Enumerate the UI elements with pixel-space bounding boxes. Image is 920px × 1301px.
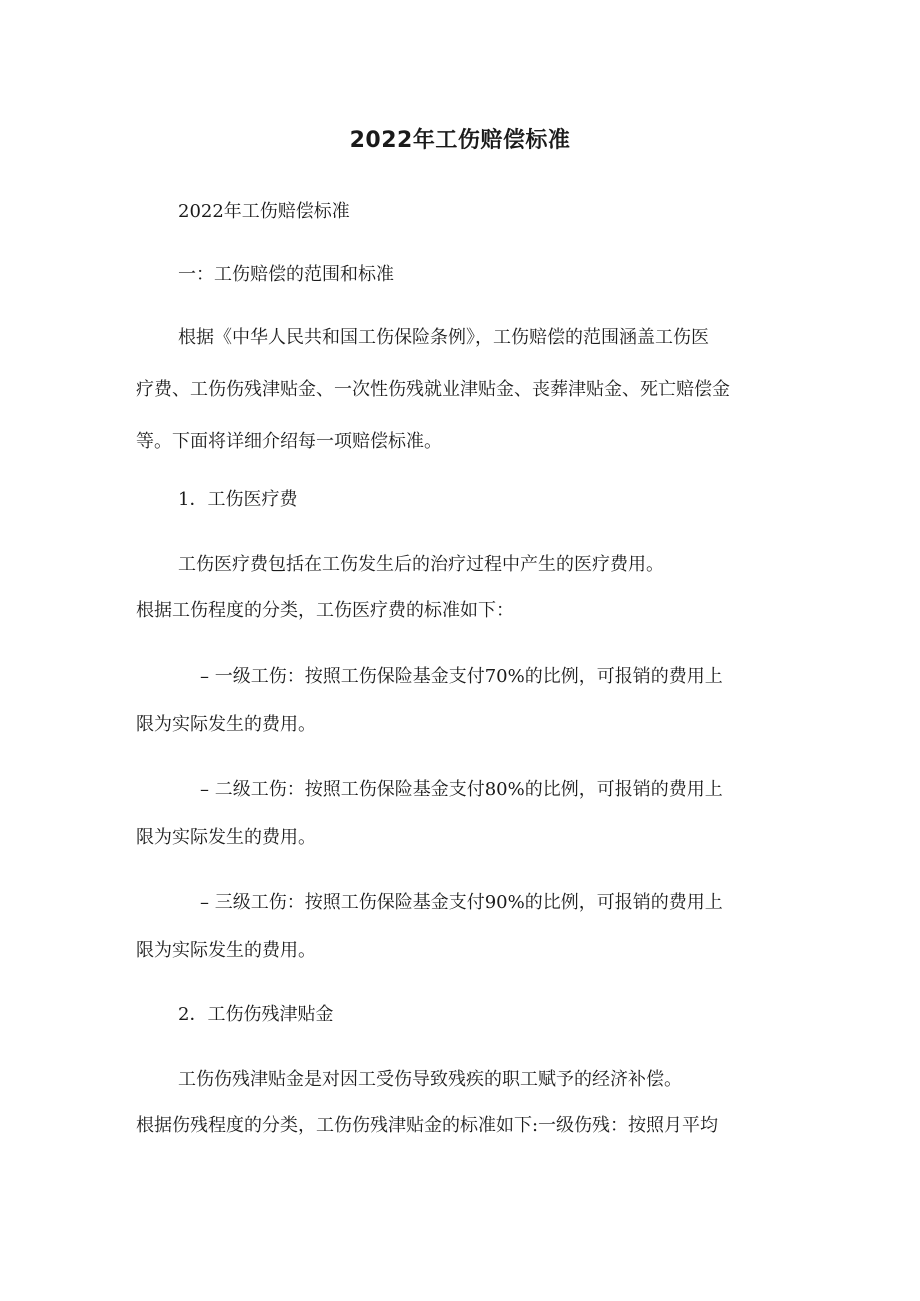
item1-desc-line-2: 根据工伤程度的分类，工伤医疗费的标准如下： bbox=[136, 600, 514, 621]
intro-line-3: 等。下面将详细介绍每一项赔偿标准。 bbox=[136, 431, 442, 452]
subtitle: 2022年工伤赔偿标准 bbox=[178, 201, 350, 222]
item2-heading: 2．工伤伤残津贴金 bbox=[178, 1004, 334, 1025]
level2-line-2: 限为实际发生的费用。 bbox=[136, 827, 316, 848]
section-one-heading: 一：工伤赔偿的范围和标准 bbox=[178, 264, 394, 285]
item2-description bbox=[136, 1053, 796, 1153]
document-title: 2022年工伤赔偿标准 bbox=[349, 128, 571, 153]
level3-line-2: 限为实际发生的费用。 bbox=[136, 940, 316, 961]
item1-heading: 1．工伤医疗费 bbox=[178, 489, 298, 510]
level2-item bbox=[136, 763, 796, 865]
item2-desc-line-2: 根据伤残程度的分类，工伤伤残津贴金的标准如下:一级伤残：按照月平均 bbox=[136, 1115, 719, 1136]
item1-desc-line-1: 工伤医疗费包括在工伤发生后的治疗过程中产生的医疗费用。 bbox=[178, 554, 664, 575]
level1-line-1: – 一级工伤：按照工伤保险基金支付70%的比例，可报销的费用上 bbox=[200, 666, 723, 687]
level1-line-2: 限为实际发生的费用。 bbox=[136, 714, 316, 735]
item1-description bbox=[136, 538, 796, 638]
level3-item bbox=[136, 876, 796, 978]
item2-desc-line-1: 工伤伤残津贴金是对因工受伤导致残疾的职工赋予的经济补偿。 bbox=[178, 1069, 682, 1090]
level3-line-1: – 三级工伤：按照工伤保险基金支付90%的比例，可报销的费用上 bbox=[200, 892, 723, 913]
intro-paragraph bbox=[136, 311, 796, 469]
intro-line-2: 疗费、工伤伤残津贴金、一次性伤残就业津贴金、丧葬津贴金、死亡赔偿金 bbox=[136, 379, 730, 400]
level1-item bbox=[136, 650, 796, 752]
intro-line-1: 根据《中华人民共和国工伤保险条例》，工伤赔偿的范围涵盖工伤医 bbox=[178, 327, 709, 348]
level2-line-1: – 二级工伤：按照工伤保险基金支付80%的比例，可报销的费用上 bbox=[200, 779, 723, 800]
